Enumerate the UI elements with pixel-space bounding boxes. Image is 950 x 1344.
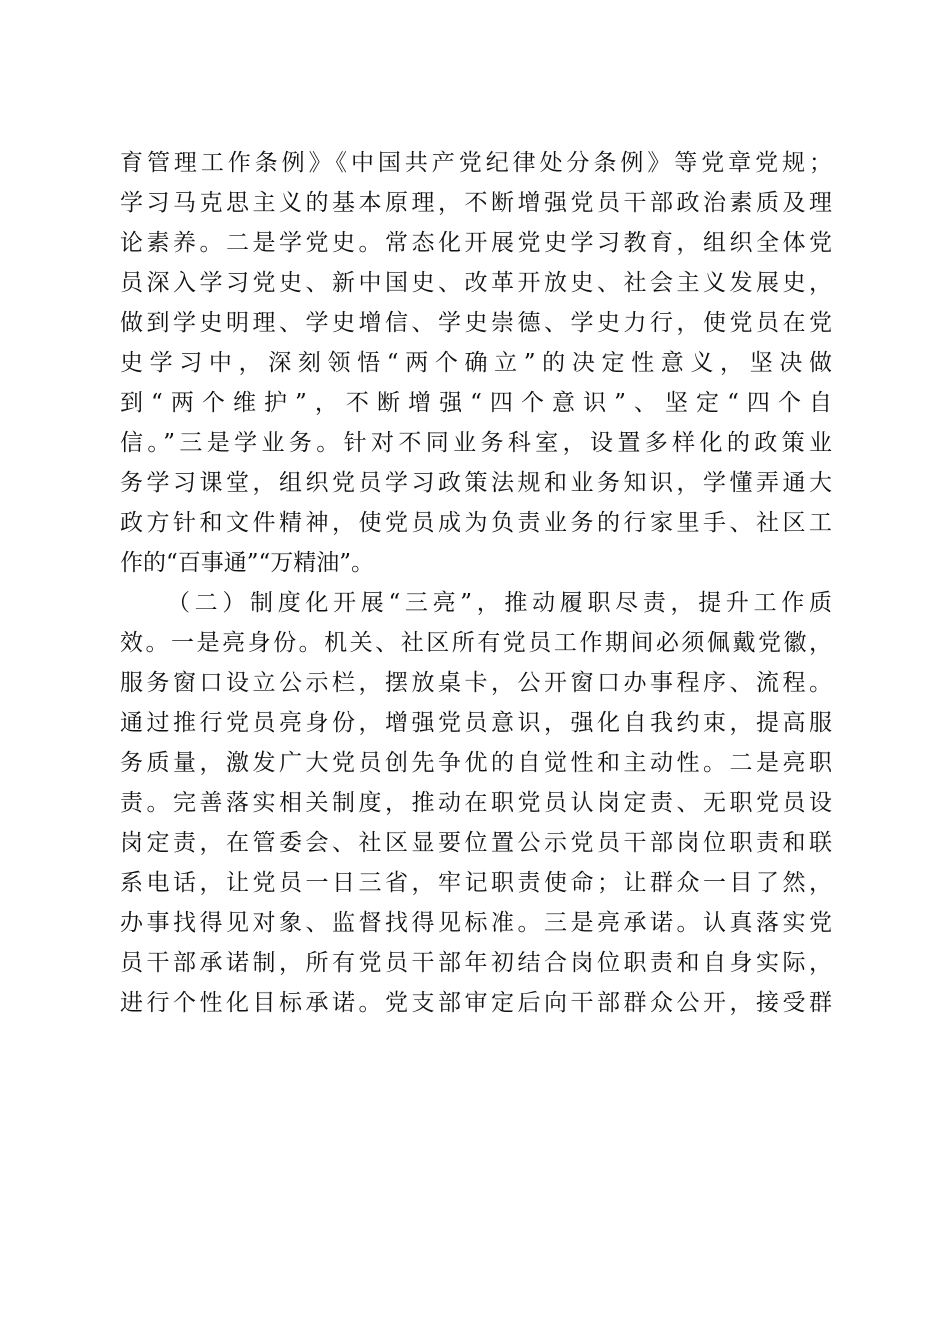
- paragraph-line: 到“两个维护”，不断增强“四个意识”、坚定“四个自: [120, 390, 832, 416]
- paragraph-line: 论素养。二是学党史。常态化开展党史学习教育，组织全体党: [120, 230, 832, 256]
- paragraph-line: 员干部承诺制，所有党员干部年初结合岗位职责和自身实际，: [120, 950, 832, 976]
- paragraph-line: 史学习中，深刻领悟“两个确立”的决定性意义，坚决做: [120, 350, 832, 376]
- paragraph-line: 员深入学习党史、新中国史、改革开放史、社会主义发展史，: [120, 270, 832, 296]
- paragraph-line: 进行个性化目标承诺。党支部审定后向干部群众公开，接受群: [120, 990, 832, 1016]
- paragraph-line: 做到学史明理、学史增信、学史崇德、学史力行，使党员在党: [120, 310, 832, 336]
- paragraph-line: 办事找得见对象、监督找得见标准。三是亮承诺。认真落实党: [120, 910, 832, 936]
- paragraph-line: 岗定责，在管委会、社区显要位置公示党员干部岗位职责和联: [120, 830, 832, 856]
- paragraph-line: 育管理工作条例》《中国共产党纪律处分条例》等党章党规；: [120, 150, 832, 176]
- paragraph-line: 服务窗口设立公示栏，摆放桌卡，公开窗口办事程序、流程。: [120, 670, 832, 696]
- section-heading-line: （二）制度化开展“三亮”，推动履职尽责，提升工作质: [167, 590, 832, 616]
- document-body: [120, 143, 832, 1023]
- paragraph-line: 责。完善落实相关制度，推动在职党员认岗定责、无职党员设: [120, 790, 832, 816]
- paragraph-three-showcases: [120, 583, 832, 1023]
- paragraph-line: 务学习课堂，组织党员学习政策法规和业务知识，学懂弄通大: [120, 470, 832, 496]
- paragraph-line: 学习马克思主义的基本原理，不断增强党员干部政治素质及理: [120, 190, 832, 216]
- paragraph-line: 作的“百事通”“万精油”。: [120, 550, 375, 576]
- paragraph-line: 政方针和文件精神，使党员成为负责业务的行家里手、社区工: [120, 510, 832, 536]
- paragraph-line: 信。”三是学业务。针对不同业务科室，设置多样化的政策业: [120, 430, 832, 456]
- paragraph-line: 通过推行党员亮身份，增强党员意识，强化自我约束，提高服: [120, 710, 832, 736]
- paragraph-line: 效。一是亮身份。机关、社区所有党员工作期间必须佩戴党徽，: [120, 630, 832, 656]
- paragraph-line: 务质量，激发广大党员创先争优的自觉性和主动性。二是亮职: [120, 750, 832, 776]
- paragraph-line: 系电话，让党员一日三省，牢记职责使命；让群众一目了然，: [120, 870, 832, 896]
- paragraph-study-education: [120, 143, 832, 583]
